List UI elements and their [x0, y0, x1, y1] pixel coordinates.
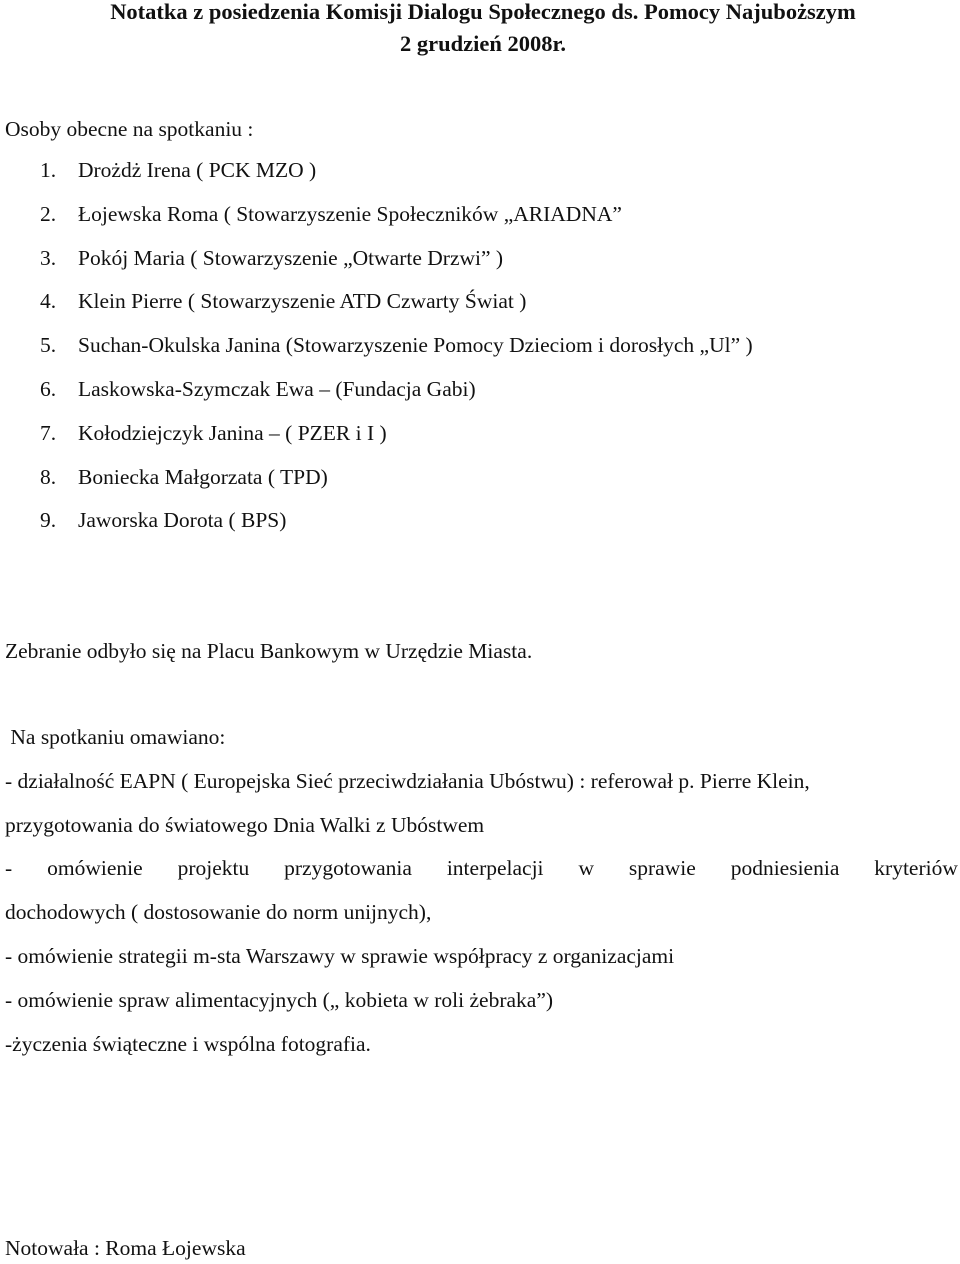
list-item-number: 6.	[40, 376, 57, 401]
list-item-text: Jaworska Dorota ( BPS)	[78, 508, 287, 533]
agenda-item-3: - omówienie strategii m-sta Warszawy w sprawie współpracy z organizacjami	[5, 944, 675, 968]
agenda-word: sprawie	[628, 856, 696, 880]
list-item-text: Drożdż Irena ( PCK MZO )	[78, 158, 317, 182]
agenda-item-2-line-2: dochodowych ( dostosowanie do norm unijnych),	[5, 900, 432, 924]
list-item-text: Łojewska Roma ( Stowarzyszenie Społeczników „ARIADNA”	[78, 201, 622, 226]
list-item-text: Suchan-Okulska Janina (Stowarzyszenie Pomocy Dzieciom i dorosłych „Ul” )	[78, 333, 753, 358]
attendee-list	[40, 156, 753, 550]
agenda-word: w	[578, 856, 594, 880]
list-item-number: 9.	[40, 508, 57, 533]
list-item-number: 4.	[40, 289, 57, 314]
list-item-text: Boniecka Małgorzata ( TPD)	[78, 464, 328, 489]
list-item	[40, 331, 753, 375]
list-item	[40, 156, 753, 200]
list-item-number: 5.	[40, 333, 57, 358]
agenda-word: projektu	[177, 856, 250, 880]
list-item-text: Laskowska-Szymczak Ewa – (Fundacja Gabi)	[78, 376, 476, 401]
agenda-item-5: -życzenia świąteczne i wspólna fotografia.	[5, 1032, 371, 1056]
agenda-word: interpelacji	[446, 856, 544, 880]
list-item-text: Klein Pierre ( Stowarzyszenie ATD Czwarty Świat )	[78, 289, 527, 314]
list-item-number: 7.	[40, 420, 57, 445]
agenda-item-2-line-1	[5, 854, 958, 882]
list-item-number: 3.	[40, 245, 57, 270]
agenda-heading: Na spotkaniu omawiano:	[5, 725, 226, 749]
document-title: Notatka z posiedzenia Komisji Dialogu Społecznego ds. Pomocy Najuboższym	[110, 0, 856, 24]
agenda-word: przygotowania	[284, 856, 412, 880]
list-item	[40, 200, 753, 244]
list-item-number: 1.	[40, 158, 57, 182]
signature-note: Notowała : Roma Łojewska	[5, 1236, 246, 1260]
list-item	[40, 506, 753, 550]
list-item-number: 8.	[40, 464, 57, 489]
list-item-text: Kołodziejczyk Janina – ( PZER i I )	[78, 420, 387, 445]
list-item	[40, 419, 753, 463]
agenda-word: podniesienia	[730, 856, 840, 880]
agenda-item-1-line-2: przygotowania do światowego Dnia Walki z Ubóstwem	[5, 813, 485, 837]
list-item	[40, 463, 753, 507]
list-item-text: Pokój Maria ( Stowarzyszenie „Otwarte Drzwi” )	[78, 245, 504, 270]
agenda-word: -	[5, 856, 13, 880]
agenda-item-4: - omówienie spraw alimentacyjnych („ kobieta w roli żebraka”)	[5, 988, 554, 1012]
list-item-number: 2.	[40, 201, 57, 226]
list-item	[40, 244, 753, 288]
agenda-item-1-line-1: - działalność EAPN ( Europejska Sieć przeciwdziałania Ubóstwu) : referował p. Pierre Klein,	[5, 769, 810, 793]
document-date: 2 grudzień 2008r.	[399, 31, 567, 56]
agenda-word: omówienie	[47, 856, 143, 880]
meeting-location: Zebranie odbyło się na Placu Bankowym w Urzędzie Miasta.	[5, 639, 533, 663]
attendance-heading: Osoby obecne na spotkaniu :	[5, 117, 254, 141]
agenda-word: kryteriów	[874, 856, 958, 880]
list-item	[40, 375, 753, 419]
list-item	[40, 287, 753, 331]
